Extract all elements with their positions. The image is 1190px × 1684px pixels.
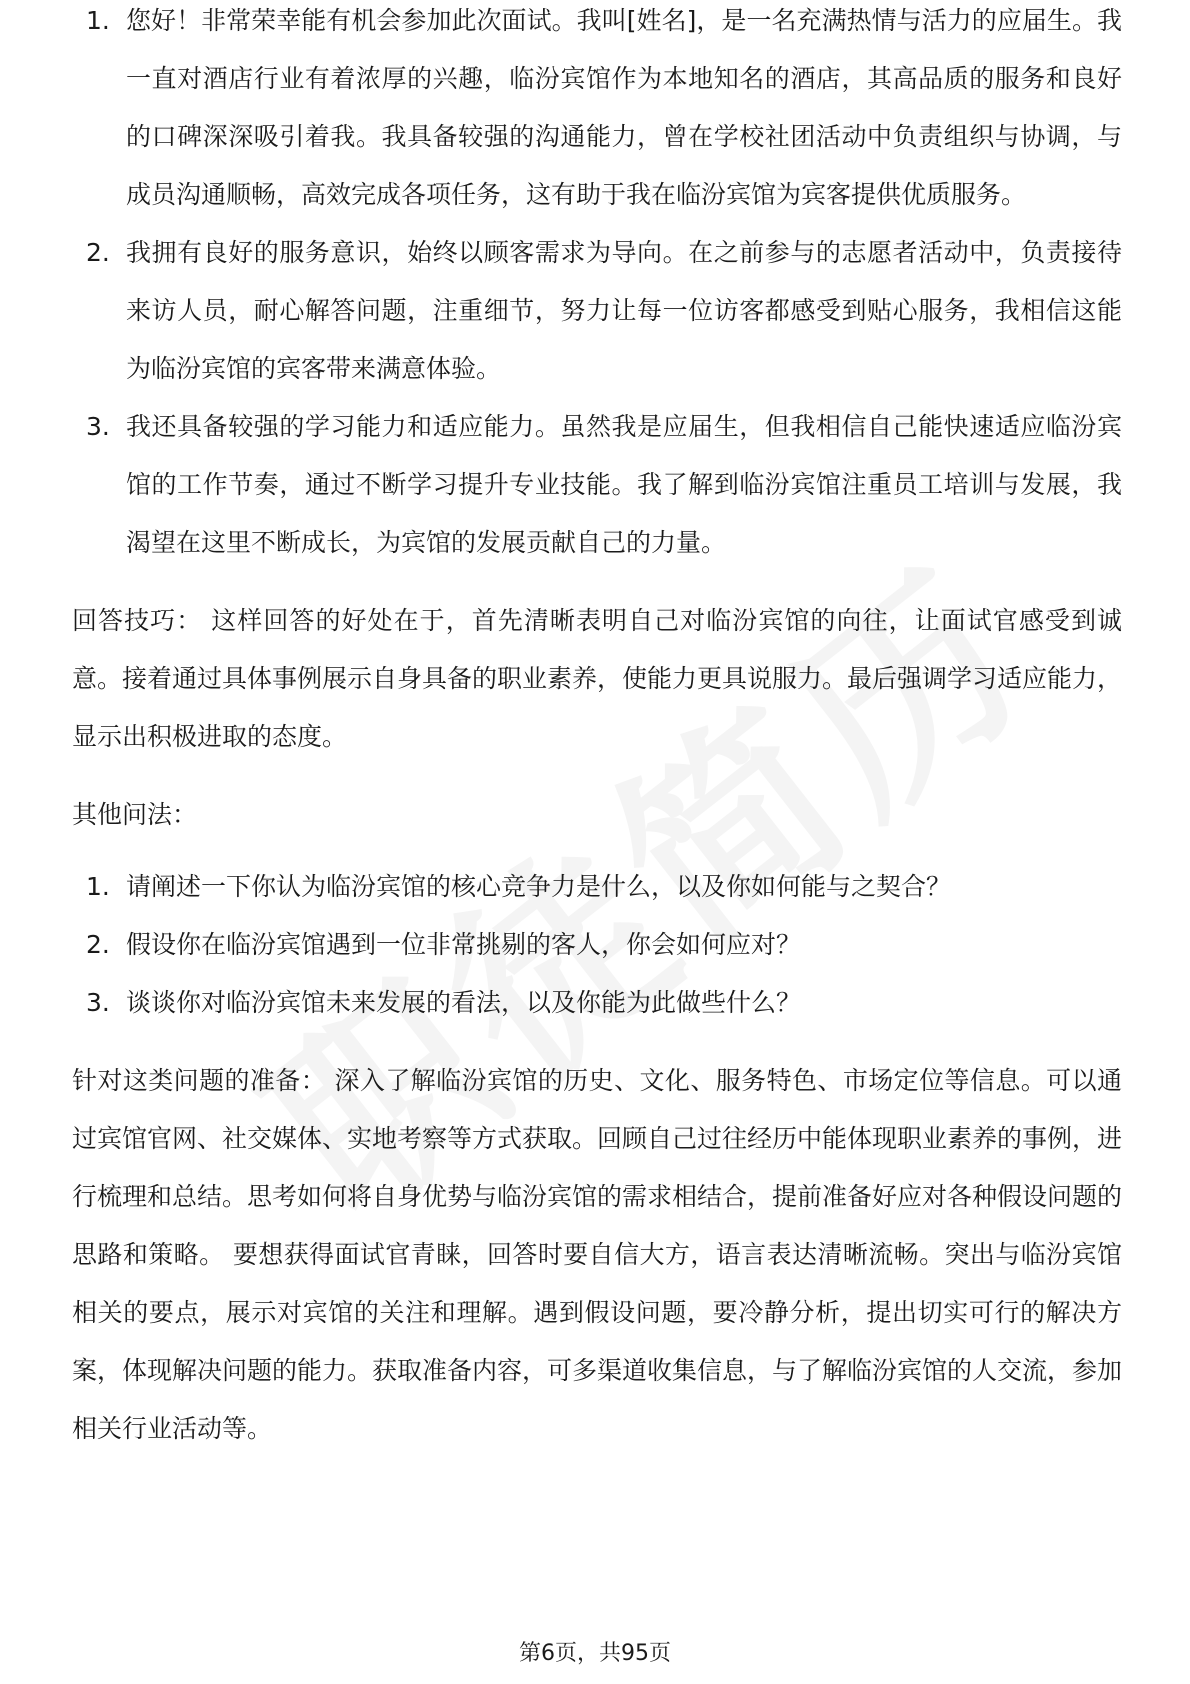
answer-text: 您好！非常荣幸能有机会参加此次面试。我叫[姓名]，是一名充满热情与活力的应届生。我一直对酒店行业有着浓厚的兴趣，临汾宾馆作为本地知名的酒店，其高品质的服务和良好的口碑深深吸引着我。我具备较强的沟通能力，曾在学校社团活动中负责组织与协调，与成员沟通顺畅，高效完成各项任务，这有助于我在临汾宾馆为宾客提供优质服务。 [126, 6, 1122, 209]
answer-tips-paragraph: 回答技巧： 这样回答的好处在于，首先清晰表明自己对临汾宾馆的向往，让面试官感受到诚意。接着通过具体事例展示自身具备的职业素养，使能力更具说服力。最后强调学习适应能力，显示出积极进取的态度。 [72, 606, 1123, 751]
list-number: 3. [86, 412, 110, 441]
answer-item [72, 0, 1122, 224]
list-number: 3. [86, 988, 110, 1017]
preparation-paragraph: 针对这类问题的准备： 深入了解临汾宾馆的历史、文化、服务特色、市场定位等信息。可以通过宾馆官网、社交媒体、实地考察等方式获取。回顾自己过往经历中能体现职业素养的事例，进行梳理和总结。思考如何将自身优势与临汾宾馆的需求相结合，提前准备好应对各种假设问题的思路和策略。 要想获得面试官青睐，回答时要自信大方，语言表达清晰流畅。突出与临汾宾馆相关的要点，展示对宾馆的关注和理解。遇到假设问题，要冷静分析，提出切实可行的解决方案，体现解决问题的能力。获取准备内容，可多渠道收集信息，与了解临汾宾馆的人交流，参加相关行业活动等。 [72, 1066, 1123, 1443]
other-questions-list [72, 858, 1122, 1032]
other-questions-heading: 其他问法： [72, 800, 198, 829]
page-content [72, 6, 1123, 1458]
question-item [72, 974, 1122, 1032]
question-text: 请阐述一下你认为临汾宾馆的核心竞争力是什么，以及你如何能与之契合？ [126, 872, 952, 901]
page-number-footer: 第6页，共95页 [519, 1641, 671, 1666]
answer-list [72, 0, 1122, 572]
list-number: 2. [86, 930, 110, 959]
answer-item [72, 398, 1122, 572]
question-text: 谈谈你对临汾宾馆未来发展的看法，以及你能为此做些什么？ [126, 988, 802, 1017]
answer-item [72, 224, 1122, 398]
question-item [72, 916, 1122, 974]
list-number: 1. [86, 6, 110, 35]
list-number: 2. [86, 238, 110, 267]
list-number: 1. [86, 872, 110, 901]
answer-text: 我拥有良好的服务意识，始终以顾客需求为导向。在之前参与的志愿者活动中，负责接待来访人员，耐心解答问题，注重细节，努力让每一位访客都感受到贴心服务，我相信这能为临汾宾馆的宾客带来满意体验。 [126, 238, 1122, 383]
question-item [72, 858, 1122, 916]
question-text: 假设你在临汾宾馆遇到一位非常挑剔的客人，你会如何应对？ [126, 930, 802, 959]
answer-text: 我还具备较强的学习能力和适应能力。虽然我是应届生，但我相信自己能快速适应临汾宾馆的工作节奏，通过不断学习提升专业技能。我了解到临汾宾馆注重员工培训与发展，我渴望在这里不断成长，为宾馆的发展贡献自己的力量。 [126, 412, 1122, 557]
